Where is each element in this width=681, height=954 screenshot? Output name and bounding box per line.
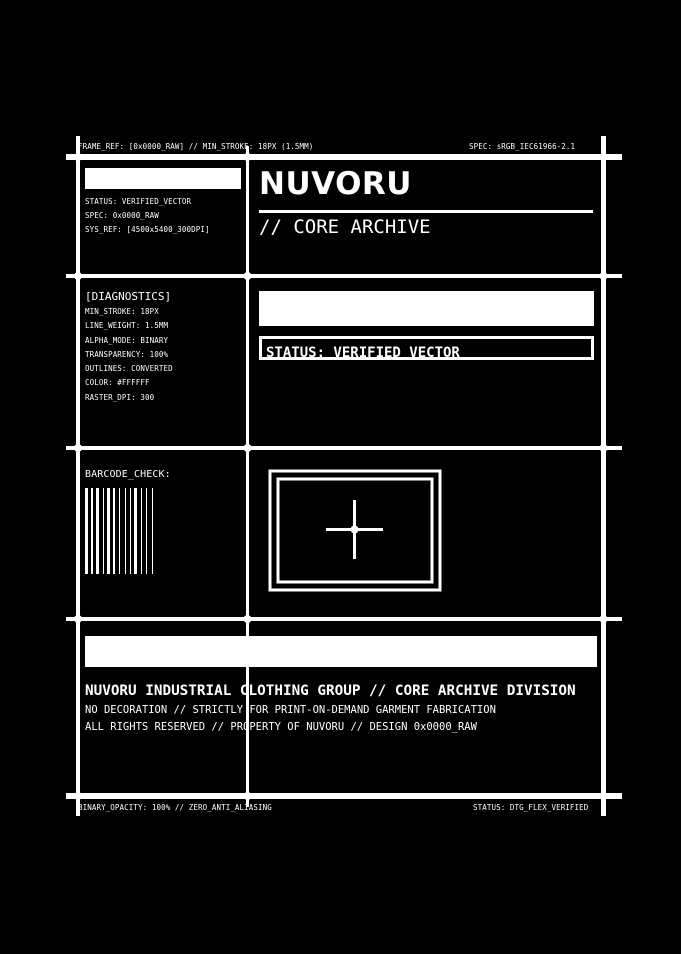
registration-mark-icon <box>600 444 608 452</box>
diag-item: ALPHA_MODE: BINARY <box>85 336 169 345</box>
barcode-stripe <box>91 488 93 574</box>
rule-bottom <box>66 793 622 799</box>
barcode-stripe <box>103 488 104 574</box>
rule-right <box>601 136 606 816</box>
registration-mark-icon <box>74 792 82 800</box>
diag-item: RASTER_DPI: 300 <box>85 393 155 402</box>
registration-mark-icon <box>244 153 252 161</box>
binary-opacity-text: BINARY_OPACITY: 100% // ZERO_ANTI_ALIASING <box>78 803 272 812</box>
registration-mark-icon <box>74 153 82 161</box>
id-bar <box>85 168 241 189</box>
registration-mark-icon <box>600 615 608 623</box>
registration-mark-icon <box>74 272 82 280</box>
diag-item: OUTLINES: CONVERTED <box>85 364 173 373</box>
rule-mid <box>246 156 249 796</box>
registration-mark-icon <box>244 272 252 280</box>
diag-item: MIN_STROKE: 18PX <box>85 307 159 316</box>
registration-mark-icon <box>244 444 252 452</box>
registration-mark-icon <box>600 153 608 161</box>
registration-mark-icon <box>600 792 608 800</box>
crosshair-icon <box>326 500 383 559</box>
rule-row-3 <box>66 617 622 621</box>
frame-ref-text: FRAME_REF: [0x0000_RAW] // MIN_STROKE: 18PX (1.5MM) <box>78 142 314 151</box>
dtg-status-text: STATUS: DTG_FLEX_VERIFIED <box>473 803 589 812</box>
id-line-sysref: SYS_REF: [4500x5400_300DPI] <box>85 225 210 234</box>
barcode-stripe <box>96 488 99 574</box>
rule-row-2 <box>66 446 622 450</box>
brand-name: NUVORU <box>259 166 412 202</box>
barcode-stripe <box>152 488 153 574</box>
barcode-stripe <box>130 488 131 574</box>
registration-mark-icon <box>74 615 82 623</box>
rule-row-1 <box>66 274 622 278</box>
diag-item: TRANSPARENCY: 100% <box>85 350 169 359</box>
registration-mark-icon <box>600 272 608 280</box>
barcode-stripe <box>107 488 110 574</box>
barcode-stripe <box>125 488 126 574</box>
diag-item: LINE_WEIGHT: 1.5MM <box>85 321 169 330</box>
id-line-status: STATUS: VERIFIED_VECTOR <box>85 197 192 206</box>
barcode-stripe <box>85 488 88 574</box>
barcode-label: BARCODE_CHECK: <box>85 469 171 480</box>
rule-left <box>76 136 80 816</box>
diagnostics-title: [DIAGNOSTICS] <box>85 290 172 303</box>
footer-line-2: ALL RIGHTS RESERVED // PROPERTY OF NUVORU // DESIGN 0x0000_RAW <box>85 721 477 733</box>
footer-title: NUVORU INDUSTRIAL CLOTHING GROUP // CORE ARCHIVE DIVISION <box>85 683 576 699</box>
footer-bar <box>85 636 597 667</box>
status-bar <box>259 291 594 326</box>
barcode-stripe <box>141 488 142 574</box>
brand-subtitle: // CORE ARCHIVE <box>259 216 431 238</box>
barcode-stripe <box>134 488 137 574</box>
registration-mark-icon <box>74 444 82 452</box>
barcode-stripe <box>119 488 120 574</box>
brand-underline <box>259 210 593 213</box>
status-label: STATUS: VERIFIED VECTOR <box>266 345 460 360</box>
rule-top <box>66 154 622 160</box>
barcode <box>85 488 175 574</box>
registration-mark-icon <box>244 615 252 623</box>
diag-item: COLOR: #FFFFFF <box>85 378 150 387</box>
barcode-stripe <box>113 488 115 574</box>
registration-mark-icon <box>244 792 252 800</box>
spec-text: SPEC: sRGB_IEC61966-2.1 <box>469 142 576 151</box>
footer-line-1: NO DECORATION // STRICTLY FOR PRINT-ON-DEMAND GARMENT FABRICATION <box>85 704 496 716</box>
id-line-spec: SPEC: 0x0000_RAW <box>85 211 159 220</box>
target-frame <box>268 469 442 592</box>
barcode-stripe <box>146 488 147 574</box>
status-box <box>259 336 594 360</box>
